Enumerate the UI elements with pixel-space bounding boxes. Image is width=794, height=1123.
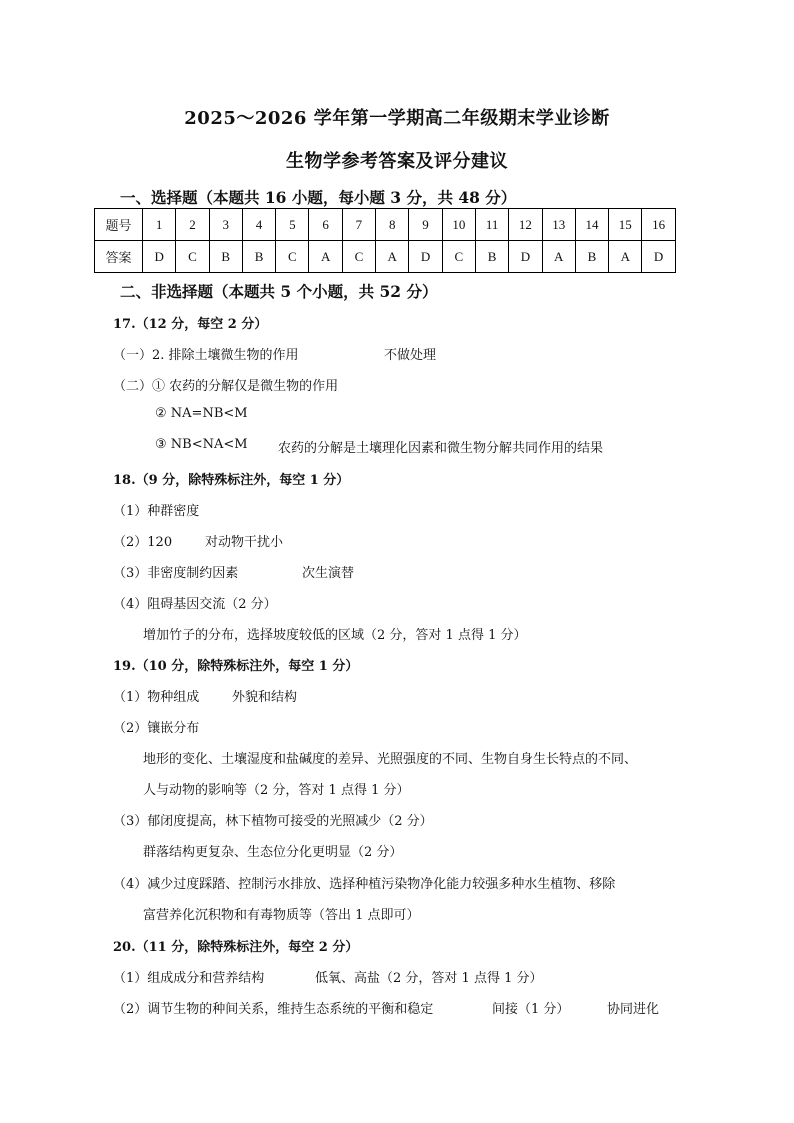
q20-header: 20.（11 分，除特殊标注外，每空 2 分）: [113, 940, 359, 955]
q19-line-8: 富营养化沉积物和有毒物质等（答出 1 点即可）: [143, 908, 420, 923]
q17-line-1a: （一）2. 排除土壤微生物的作用: [113, 348, 299, 363]
page-title: 2025～2026 学年第一学期高二年级期末学业诊断: [184, 108, 610, 129]
q17-line-2: （二）① 农药的分解仅是微生物的作用: [113, 379, 339, 394]
page-subtitle: 生物学参考答案及评分建议: [286, 151, 508, 172]
answer-cell: D: [509, 241, 542, 273]
table-row-answers: [95, 241, 676, 273]
q19-header: 19.（10 分，除特殊标注外，每空 1 分）: [113, 659, 359, 674]
answer-cell: D: [143, 241, 176, 273]
q17-line-4a: ③ NB<NA<M: [155, 437, 248, 452]
answer-cell: B: [575, 241, 608, 273]
question-number: 13: [542, 209, 575, 241]
q17-header: 17.（12 分，每空 2 分）: [113, 317, 268, 332]
question-number: 15: [609, 209, 642, 241]
answer-cell: B: [242, 241, 275, 273]
q17-line-4b: 农药的分解是土壤理化因素和微生物分解共同作用的结果: [278, 441, 604, 456]
row-label-number: 题号: [95, 209, 143, 241]
q18-line-2b: 对动物干扰小: [205, 535, 284, 550]
question-number: 7: [342, 209, 375, 241]
section-1-heading: 一、选择题（本题共 16 小题，每小题 3 分，共 48 分）: [120, 188, 517, 207]
q20-line-1a: （1）组成成分和营养结构: [113, 971, 265, 986]
question-number: 5: [276, 209, 309, 241]
q18-line-3a: （3）非密度制约因素: [113, 566, 239, 581]
answer-table: [94, 208, 676, 273]
row-label-answer: 答案: [95, 241, 143, 273]
section-2-heading: 二、非选择题（本题共 5 个小题，共 52 分）: [120, 282, 438, 301]
question-number: 1: [143, 209, 176, 241]
q18-line-1: （1）种群密度: [113, 504, 200, 519]
question-number: 11: [475, 209, 508, 241]
question-number: 10: [442, 209, 475, 241]
answer-cell: A: [609, 241, 642, 273]
answer-cell: B: [209, 241, 242, 273]
answer-cell: B: [475, 241, 508, 273]
answer-cell: C: [442, 241, 475, 273]
q19-line-7: （4）减少过度踩踏、控制污水排放、选择种植污染物净化能力较强多种水生植物、移除: [113, 877, 616, 892]
question-number: 6: [309, 209, 342, 241]
answer-cell: C: [276, 241, 309, 273]
q18-line-2a: （2）120: [113, 535, 173, 550]
answer-cell: D: [642, 241, 675, 273]
answer-cell: C: [176, 241, 209, 273]
q18-line-3b: 次生演替: [302, 566, 355, 581]
q20-line-2c: 协同进化: [607, 1002, 660, 1017]
question-number: 14: [575, 209, 608, 241]
q20-line-2b: 间接（1 分）: [492, 1002, 570, 1017]
q18-line-4: （4）阻碍基因交流（2 分）: [113, 597, 277, 612]
answer-cell: D: [409, 241, 442, 273]
question-number: 4: [242, 209, 275, 241]
answer-cell: A: [542, 241, 575, 273]
question-number: 8: [376, 209, 409, 241]
question-number: 16: [642, 209, 675, 241]
q19-line-5: （3）郁闭度提高，林下植物可接受的光照减少（2 分）: [113, 814, 433, 829]
q19-line-3: 地形的变化、土壤湿度和盐碱度的差异、光照强度的不同、生物自身生长特点的不同、: [143, 752, 638, 767]
q20-line-2a: （2）调节生物的种间关系，维持生态系统的平衡和稳定: [113, 1002, 434, 1017]
q20-line-1b: 低氧、高盐（2 分，答对 1 点得 1 分）: [315, 971, 543, 986]
q19-line-6: 群落结构更复杂、生态位分化更明显（2 分）: [143, 845, 403, 860]
answer-cell: A: [309, 241, 342, 273]
q17-line-1b: 不做处理: [384, 348, 437, 363]
table-row-numbers: [95, 209, 676, 241]
q17-line-3: ② NA=NB<M: [155, 406, 248, 421]
q19-line-1b: 外貌和结构: [232, 690, 298, 705]
q18-line-5: 增加竹子的分布，选择坡度较低的区域（2 分，答对 1 点得 1 分）: [143, 628, 527, 643]
question-number: 12: [509, 209, 542, 241]
answer-cell: A: [376, 241, 409, 273]
q19-line-1a: （1）物种组成: [113, 690, 200, 705]
question-number: 2: [176, 209, 209, 241]
q18-header: 18.（9 分，除特殊标注外，每空 1 分）: [113, 473, 350, 488]
question-number: 9: [409, 209, 442, 241]
answer-cell: C: [342, 241, 375, 273]
question-number: 3: [209, 209, 242, 241]
q19-line-4: 人与动物的影响等（2 分，答对 1 点得 1 分）: [143, 783, 410, 798]
q19-line-2: （2）镶嵌分布: [113, 721, 200, 736]
